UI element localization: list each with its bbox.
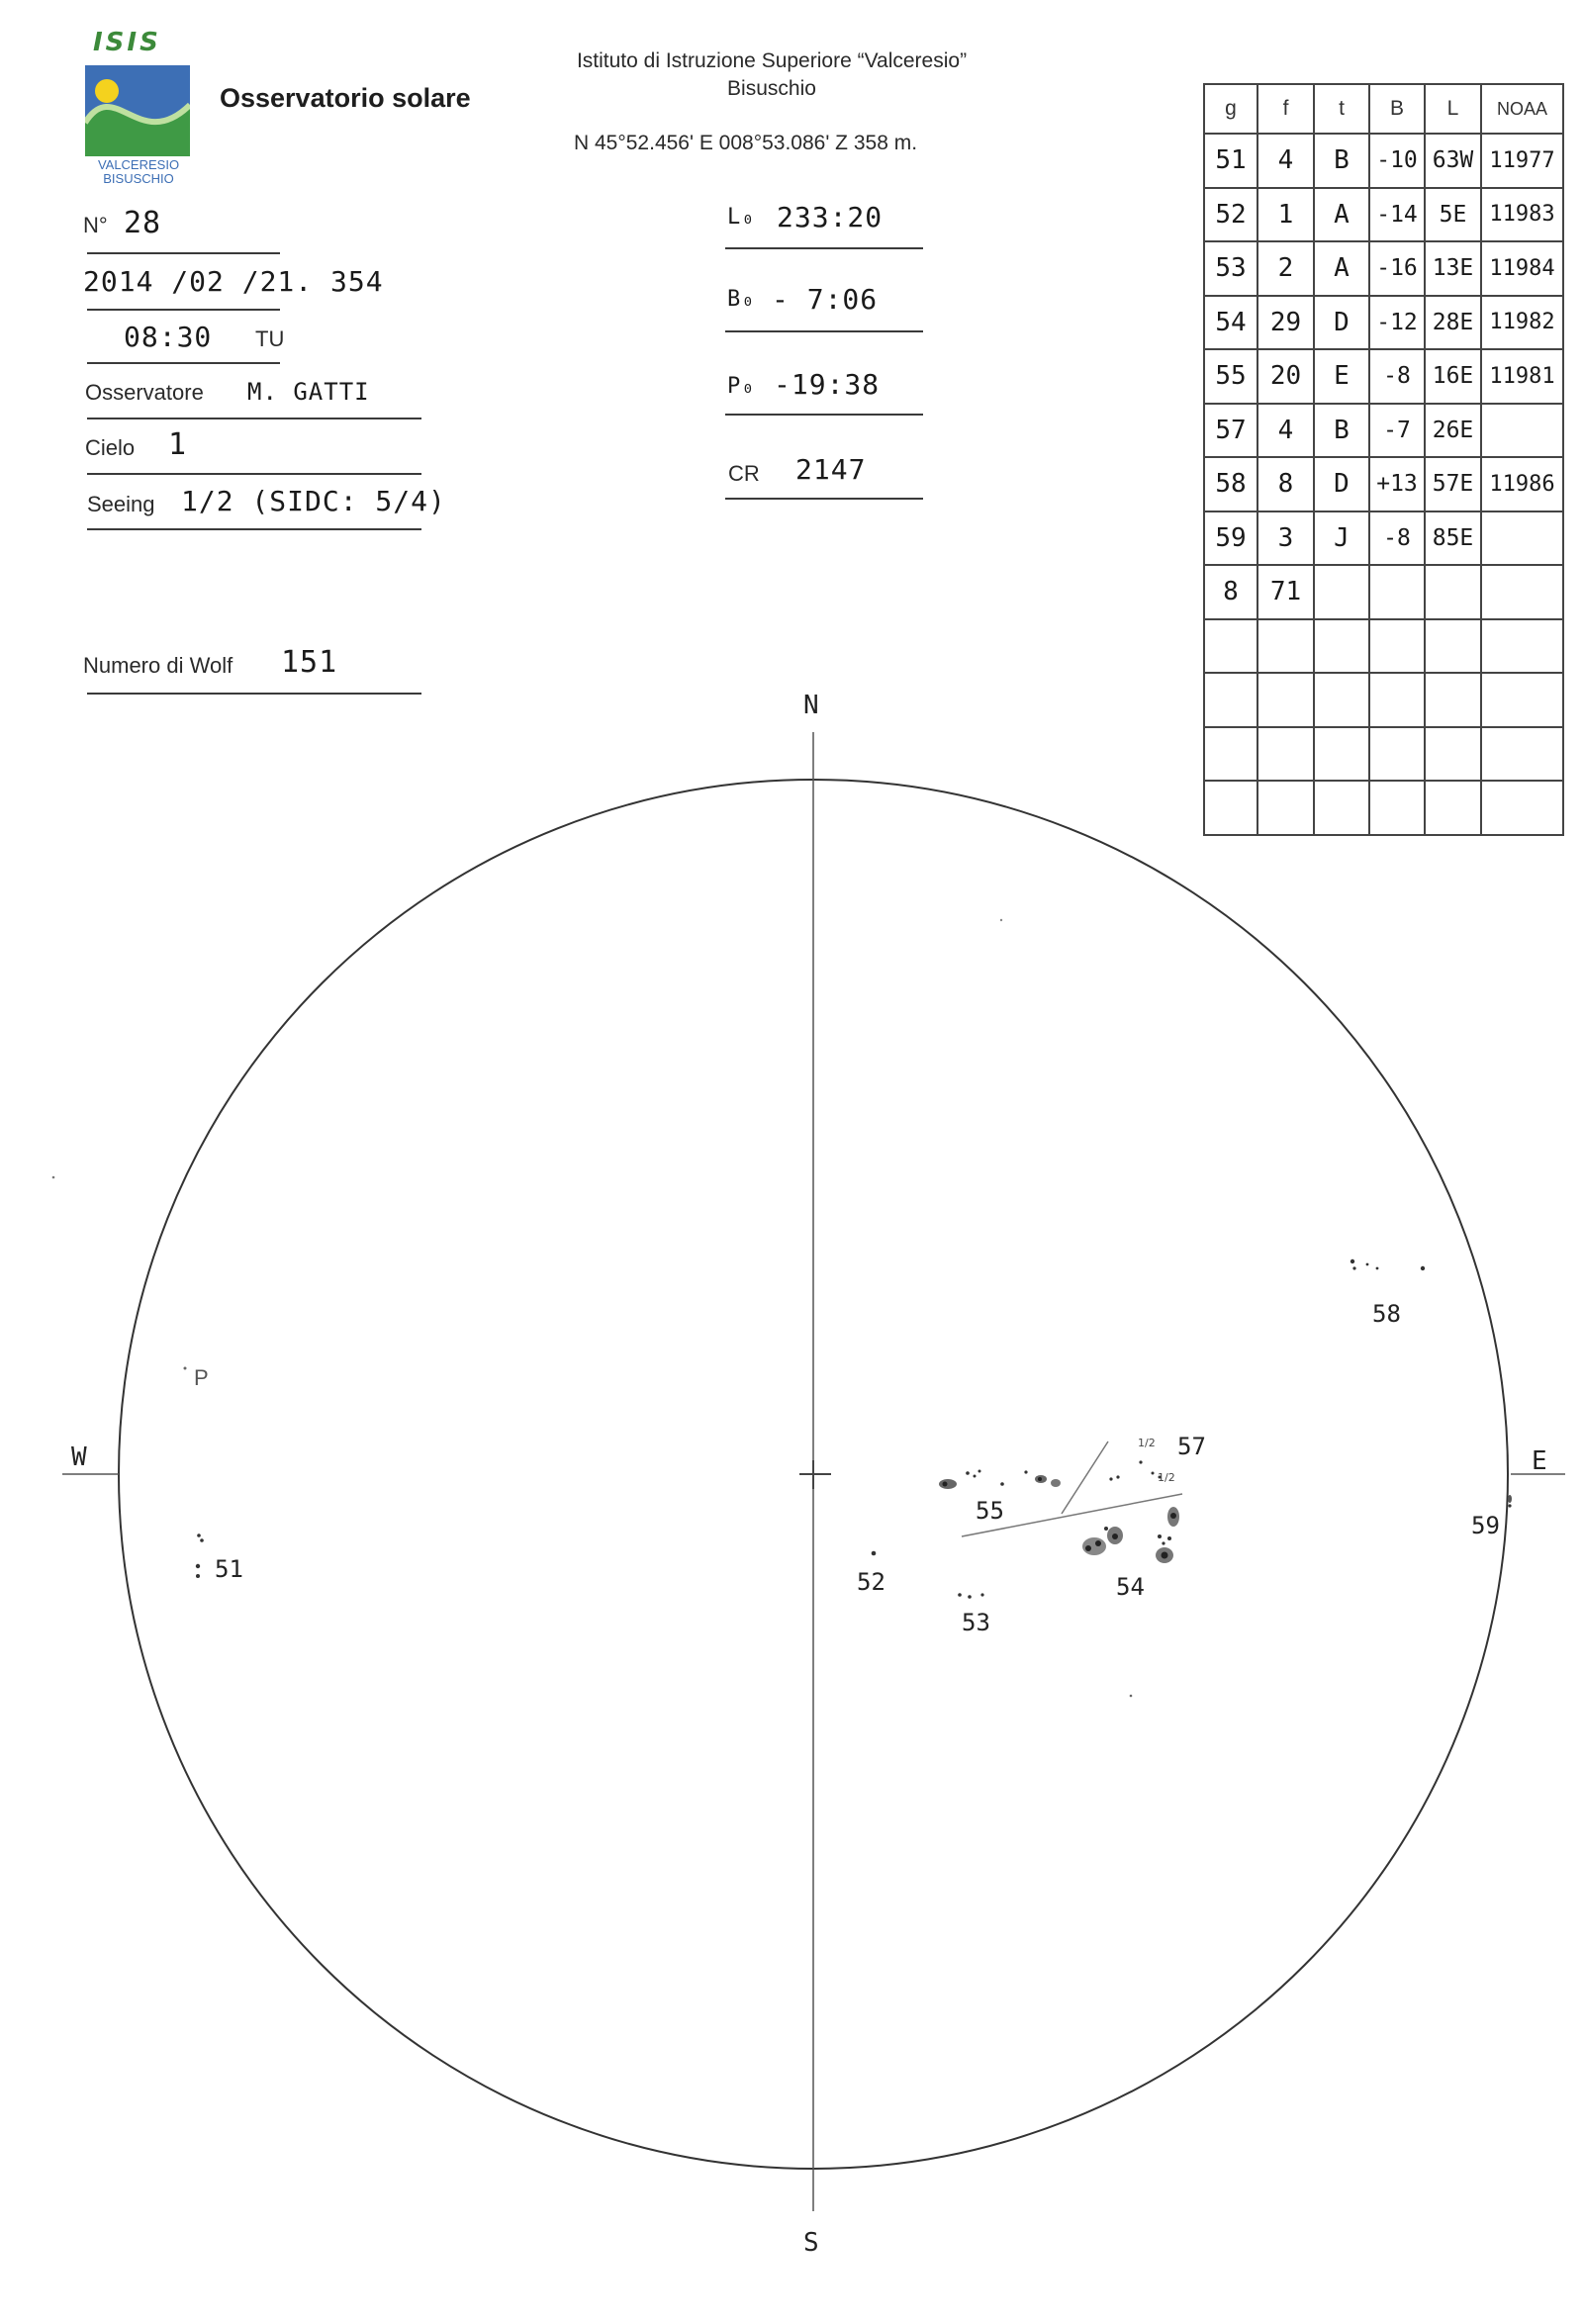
table-cell-g: 8 (1204, 565, 1257, 619)
table-cell-noaa: 11983 (1481, 188, 1563, 242)
stray-dot (52, 1176, 55, 1179)
wolf-label: Numero di Wolf (83, 653, 233, 678)
group-59-spots (1508, 1495, 1512, 1508)
table-cell-f: 2 (1257, 241, 1314, 296)
group-52-spots (872, 1551, 877, 1556)
group-label-51: 51 (215, 1555, 243, 1583)
group-58-spots (1350, 1259, 1425, 1270)
table-cell-b: -14 (1369, 188, 1425, 242)
fraction-mark-1: 1/2 (1138, 1437, 1156, 1449)
group-label-59: 59 (1471, 1512, 1500, 1539)
table-cell-g: 51 (1204, 134, 1257, 188)
time-unit: TU (255, 326, 285, 351)
column-header-f: f (1257, 84, 1314, 134)
table-cell-f: 71 (1257, 565, 1314, 619)
date-value: 2014 /02 /21. 354 (83, 265, 384, 298)
table-cell-f: 8 (1257, 457, 1314, 511)
seeing-value: 1/2 (SIDC: 5/4) (181, 485, 446, 517)
table-cell-l: 26E (1425, 404, 1481, 458)
group-53-spots (958, 1593, 983, 1599)
fraction-mark-2: 1/2 (1158, 1471, 1175, 1484)
observer-label: Osservatore (85, 380, 204, 405)
table-cell-f: 4 (1257, 404, 1314, 458)
compass-west: W (71, 1442, 87, 1472)
group-label-58: 58 (1372, 1300, 1401, 1328)
stray-dot (1130, 1695, 1133, 1698)
group-51-spots (196, 1534, 204, 1578)
table-cell-b: -7 (1369, 404, 1425, 458)
group-57-spots (1109, 1460, 1161, 1480)
table-cell-t: A (1314, 188, 1369, 242)
b0-label: B₀ (727, 287, 756, 312)
number-value: 28 (124, 206, 162, 240)
table-cell-l: 57E (1425, 457, 1481, 511)
seeing-label: Seeing (87, 492, 155, 516)
table-cell-b: -12 (1369, 296, 1425, 350)
table-cell-b: -10 (1369, 134, 1425, 188)
table-cell-g: 53 (1204, 241, 1257, 296)
table-cell-noaa: 11986 (1481, 457, 1563, 511)
group-label-55: 55 (976, 1497, 1004, 1525)
table-cell-l: 16E (1425, 349, 1481, 404)
table-cell-t: A (1314, 241, 1369, 296)
table-cell-f: 1 (1257, 188, 1314, 242)
time-value: 08:30 (124, 321, 213, 353)
logo-text: ISIS (93, 28, 161, 57)
compass-east: E (1532, 1446, 1547, 1476)
table-cell-b: -8 (1369, 511, 1425, 566)
cr-value: 2147 (795, 453, 867, 486)
table-cell-g: 58 (1204, 457, 1257, 511)
table-cell-b: -8 (1369, 349, 1425, 404)
column-header-noaa: NOAA (1481, 84, 1563, 134)
table-cell-g: 59 (1204, 511, 1257, 566)
page-title: Osservatorio solare (220, 83, 471, 113)
table-cell-l: 85E (1425, 511, 1481, 566)
table-cell-g: 55 (1204, 349, 1257, 404)
p0-label: P₀ (727, 374, 756, 399)
table-cell-b: -16 (1369, 241, 1425, 296)
p-marker-dot (184, 1367, 187, 1370)
p-marker-label: P (194, 1365, 209, 1390)
table-cell-b: +13 (1369, 457, 1425, 511)
table-cell-t: B (1314, 404, 1369, 458)
table-cell-g: 54 (1204, 296, 1257, 350)
table-cell-noaa: 11977 (1481, 134, 1563, 188)
group-55-spots (939, 1470, 1061, 1490)
cr-label: CR (728, 461, 760, 486)
table-cell-f: 4 (1257, 134, 1314, 188)
table-cell-l: 28E (1425, 296, 1481, 350)
column-header-l: L (1425, 84, 1481, 134)
sky-value: 1 (168, 427, 188, 462)
guide-line-upper (1062, 1441, 1108, 1514)
group-label-54: 54 (1116, 1573, 1145, 1601)
compass-south: S (803, 2228, 819, 2258)
table-cell-l: 13E (1425, 241, 1481, 296)
group-label-52: 52 (857, 1568, 885, 1596)
table-cell-t: J (1314, 511, 1369, 566)
column-header-t: t (1314, 84, 1369, 134)
table-cell-t: E (1314, 349, 1369, 404)
table-cell-noaa: 11981 (1481, 349, 1563, 404)
group-label-53: 53 (962, 1609, 990, 1636)
group-label-57: 57 (1177, 1433, 1206, 1460)
column-header-g: g (1204, 84, 1257, 134)
institute-name: Istituto di Istruzione Superiore “Valceresio” (576, 49, 968, 72)
table-cell-t: D (1314, 457, 1369, 511)
number-label: N° (83, 213, 108, 237)
table-cell-g: 52 (1204, 188, 1257, 242)
table-cell-f: 3 (1257, 511, 1314, 566)
p0-value: -19:38 (774, 368, 881, 401)
compass-north: N (803, 691, 819, 720)
table-cell-g: 57 (1204, 404, 1257, 458)
table-cell-noaa: 11982 (1481, 296, 1563, 350)
observatory-coordinates: N 45°52.456' E 008°53.086' Z 358 m. (574, 132, 918, 154)
wolf-value: 151 (281, 645, 338, 680)
group-54-spots (1082, 1507, 1179, 1563)
observer-value: M. GATTI (247, 378, 370, 406)
table-cell-l: 5E (1425, 188, 1481, 242)
table-cell-f: 20 (1257, 349, 1314, 404)
table-cell-f: 29 (1257, 296, 1314, 350)
column-header-b: B (1369, 84, 1425, 134)
logo-subtitle: VALCERESIO BISUSCHIO (97, 157, 180, 186)
l0-label: L₀ (727, 205, 756, 230)
table-cell-t: D (1314, 296, 1369, 350)
institute-town: Bisuschio (727, 77, 816, 100)
table-cell-t: B (1314, 134, 1369, 188)
table-cell-noaa: 11984 (1481, 241, 1563, 296)
table-cell-l: 63W (1425, 134, 1481, 188)
stray-dot (1000, 919, 1002, 921)
sky-label: Cielo (85, 435, 136, 460)
l0-value: 233:20 (777, 201, 884, 233)
b0-value: - 7:06 (772, 283, 879, 316)
